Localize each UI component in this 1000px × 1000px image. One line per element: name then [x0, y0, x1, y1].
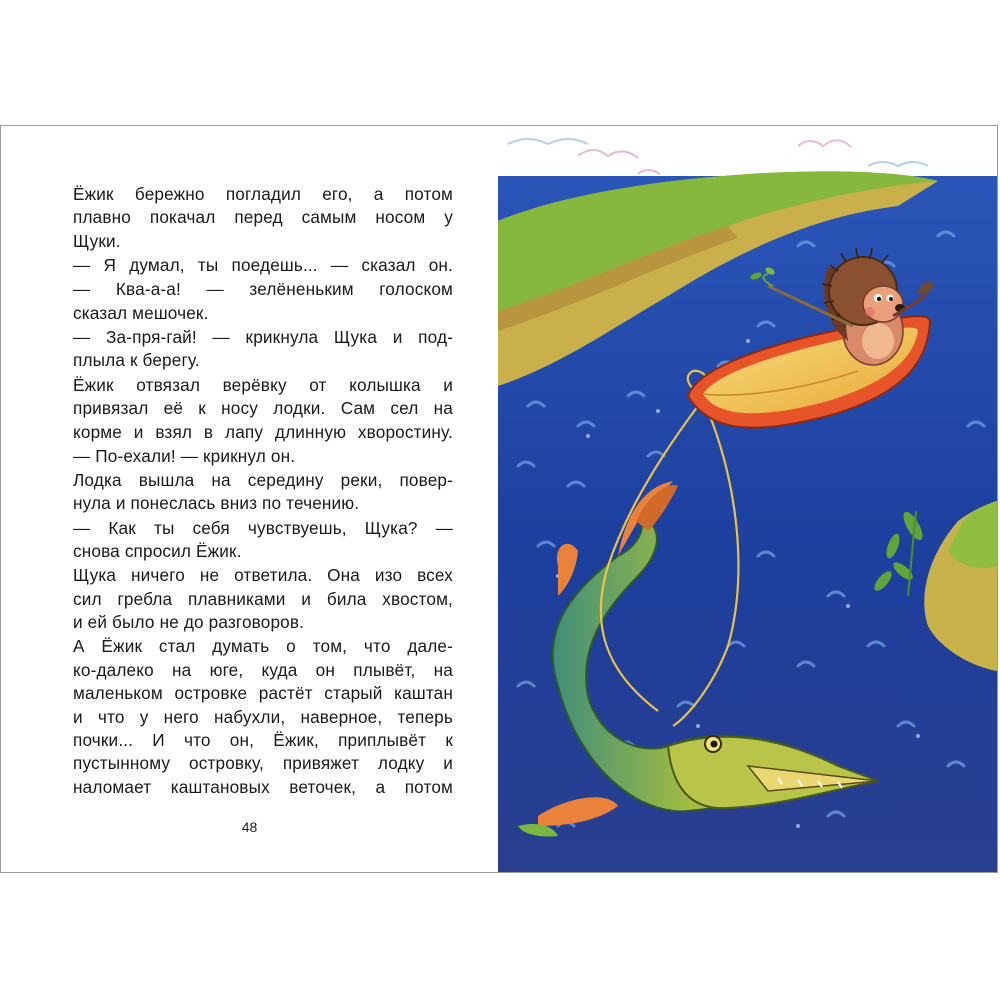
- text-line: плавно покачал перед самым носом у: [73, 207, 453, 228]
- paragraph-4: [73, 326, 453, 373]
- paragraph-1: [73, 183, 453, 253]
- text-line: снова спросил Ёжик.: [73, 541, 242, 562]
- paragraph-10: [73, 635, 453, 799]
- text-line: маленьком островке растёт старый каштан: [73, 683, 453, 704]
- left-page: [1, 126, 498, 872]
- paragraph-6: [73, 445, 453, 468]
- text-line: — Ква-а-а! — зелёненьким голоском: [73, 279, 453, 300]
- text-line: привязал её к носу лодки. Сам сел на: [73, 398, 453, 419]
- text-line: плыла к берегу.: [73, 350, 200, 371]
- text-line: и что у него набухли, наверное, теперь: [73, 706, 453, 727]
- text-line: наломает каштановых веточек, а потом: [73, 776, 453, 797]
- text-line: Ёжик бережно погладил его, а потом: [73, 184, 453, 204]
- paragraph-2: [73, 254, 453, 277]
- text-line: сил гребла плавниками и била хвостом,: [73, 588, 453, 609]
- text-line: — Как ты себя чувствуешь, Щука? —: [73, 517, 453, 538]
- text-line: пустынному островку, привяжет лодку и: [73, 753, 453, 774]
- paragraph-3: [73, 278, 453, 325]
- book-spread: [0, 125, 998, 873]
- text-line: А Ёжик стал думать о том, что дале-: [73, 636, 453, 657]
- text-line: Ёжик отвязал верёвку от колышка и: [73, 374, 453, 395]
- text-line: нула и понеслась вниз по течению.: [73, 493, 360, 514]
- text-line: ко-далеко на юге, куда он плывёт, на: [73, 659, 453, 680]
- text-line: корме и взял в лапу длинную хворостину.: [73, 421, 453, 442]
- paragraph-8: [73, 517, 453, 564]
- text-line: Щука ничего не ответила. Она изо всех: [73, 565, 453, 586]
- text-line: Лодка вышла на середину реки, повер-: [73, 470, 453, 491]
- right-page-illustration: [498, 126, 997, 872]
- paragraph-5: [73, 374, 453, 444]
- text-line: сказал мешочек.: [73, 302, 209, 323]
- text-line: — За-пря-гай! — крикнула Щука и под-: [73, 327, 453, 348]
- text-line: Щуки.: [73, 230, 121, 251]
- hedgehog-pike-river-illustration: [498, 126, 997, 872]
- text-line: и ей было не до разговоров.: [73, 612, 305, 633]
- paragraph-9: [73, 564, 453, 634]
- text-line: — По-ехали! — крикнул он.: [73, 445, 296, 466]
- text-line: почки... И что он, Ёжик, приплывёт к: [73, 730, 453, 751]
- story-text: [73, 183, 453, 800]
- page-number: 48: [241, 819, 258, 835]
- paragraph-7: [73, 469, 453, 516]
- text-line: — Я думал, ты поедешь... — сказал он.: [73, 255, 453, 276]
